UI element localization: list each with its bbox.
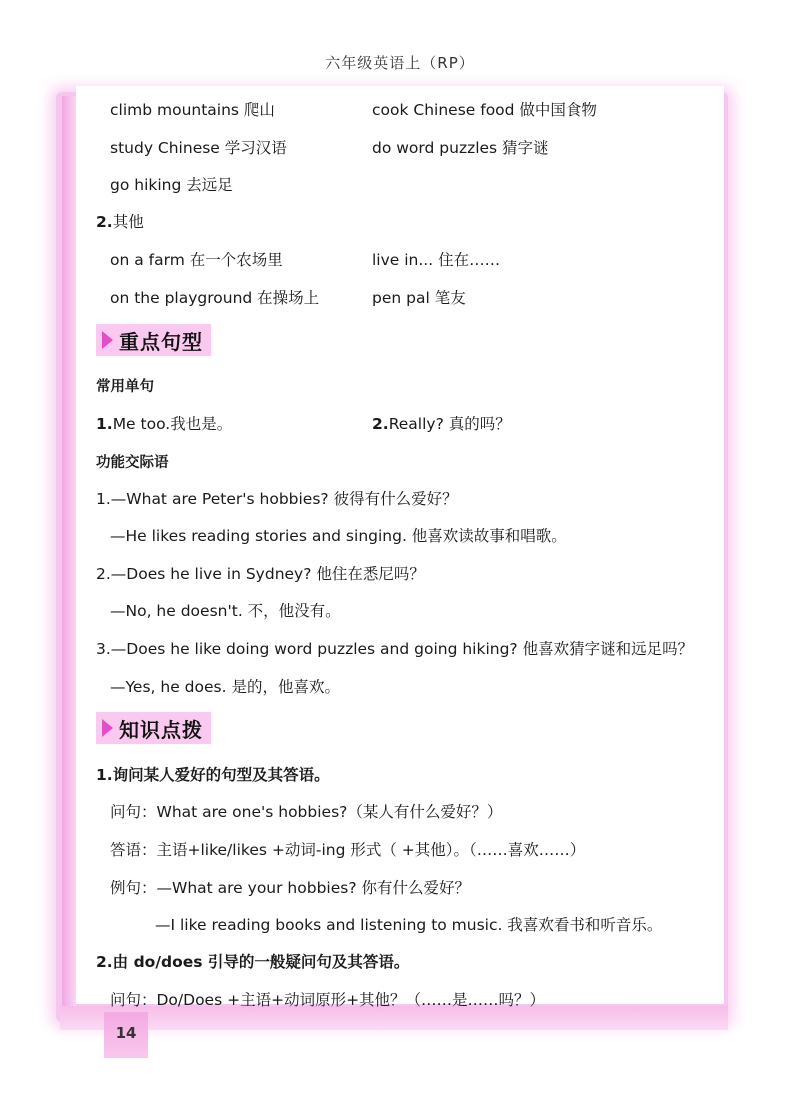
dialog-answer: —Yes, he does. 是的，他喜欢。 (110, 678, 340, 696)
vocab-other-label: 其他 (112, 213, 144, 231)
card-frame-left-edge (62, 96, 76, 1016)
page-number-tab (104, 1012, 148, 1058)
page-header: 六年级英语上（RP） (325, 54, 475, 72)
section-title-knowledge (96, 712, 211, 744)
knowledge-answer: 答语：主语+like/likes +动词-ing 形式（ +其他）。（……喜欢……） (110, 841, 586, 859)
section-title-text: 重点句型 (119, 329, 203, 354)
vocab-item: climb mountains 爬山 (110, 101, 275, 119)
vocab-item: go hiking 去远足 (110, 176, 233, 194)
vocab-item: pen pal 笔友 (372, 289, 466, 307)
vocab-item: study Chinese 学习汉语 (110, 139, 287, 157)
section-title-key-sentences (96, 324, 211, 356)
section-title-text: 知识点拨 (119, 717, 203, 742)
dialog-question: 1.—What are Peter's hobbies? 彼得有什么爱好？ (96, 490, 458, 508)
vocab-other-heading (96, 210, 144, 232)
section-arrow-icon (102, 719, 113, 737)
knowledge-ask: 问句：What are one's hobbies?（某人有什么爱好？） (110, 803, 503, 821)
knowledge-point-heading: 2.由 do/does 引导的一般疑问句及其答语。 (96, 953, 410, 971)
knowledge-point-heading: 1.询问某人爱好的句型及其答语。 (96, 766, 330, 784)
vocab-item: on the playground 在操场上 (110, 289, 320, 307)
sentence-text: Me too.我也是。 (112, 415, 233, 433)
vocab-item: on a farm 在一个农场里 (110, 251, 283, 269)
vocab-item: live in... 住在…… (372, 251, 501, 269)
sentence-number: 2. (372, 415, 389, 433)
sentence-text: Really? 真的吗？ (388, 415, 511, 433)
vocab-item: cook Chinese food 做中国食物 (372, 101, 597, 119)
knowledge-ask: 问句：Do/Does +主语+动词原形+其他？（……是……吗？） (110, 991, 546, 1009)
common-sentences-label: 常用单句 (96, 379, 154, 395)
sentence-number: 1. (96, 415, 113, 433)
functional-label: 功能交际语 (96, 455, 169, 471)
vocab-other-number: 2. (96, 213, 113, 231)
vocab-item: do word puzzles 猜字谜 (372, 139, 549, 157)
knowledge-example-question: 例句：—What are your hobbies? 你有什么爱好？ (110, 879, 470, 897)
page-number: 14 (115, 1024, 137, 1042)
common-sentence (372, 412, 511, 434)
knowledge-example-answer: —I like reading books and listening to music. 我喜欢看书和听音乐。 (155, 916, 663, 934)
section-arrow-icon (102, 331, 113, 349)
dialog-question: 2.—Does he live in Sydney? 他住在悉尼吗？ (96, 565, 425, 583)
dialog-question: 3.—Does he like doing word puzzles and going hiking? 他喜欢猜字谜和远足吗？ (96, 640, 694, 658)
dialog-answer: —He likes reading stories and singing. 他喜欢读故事和唱歌。 (110, 527, 567, 545)
dialog-answer: —No, he doesn't. 不，他没有。 (110, 602, 341, 620)
common-sentence (96, 412, 232, 434)
